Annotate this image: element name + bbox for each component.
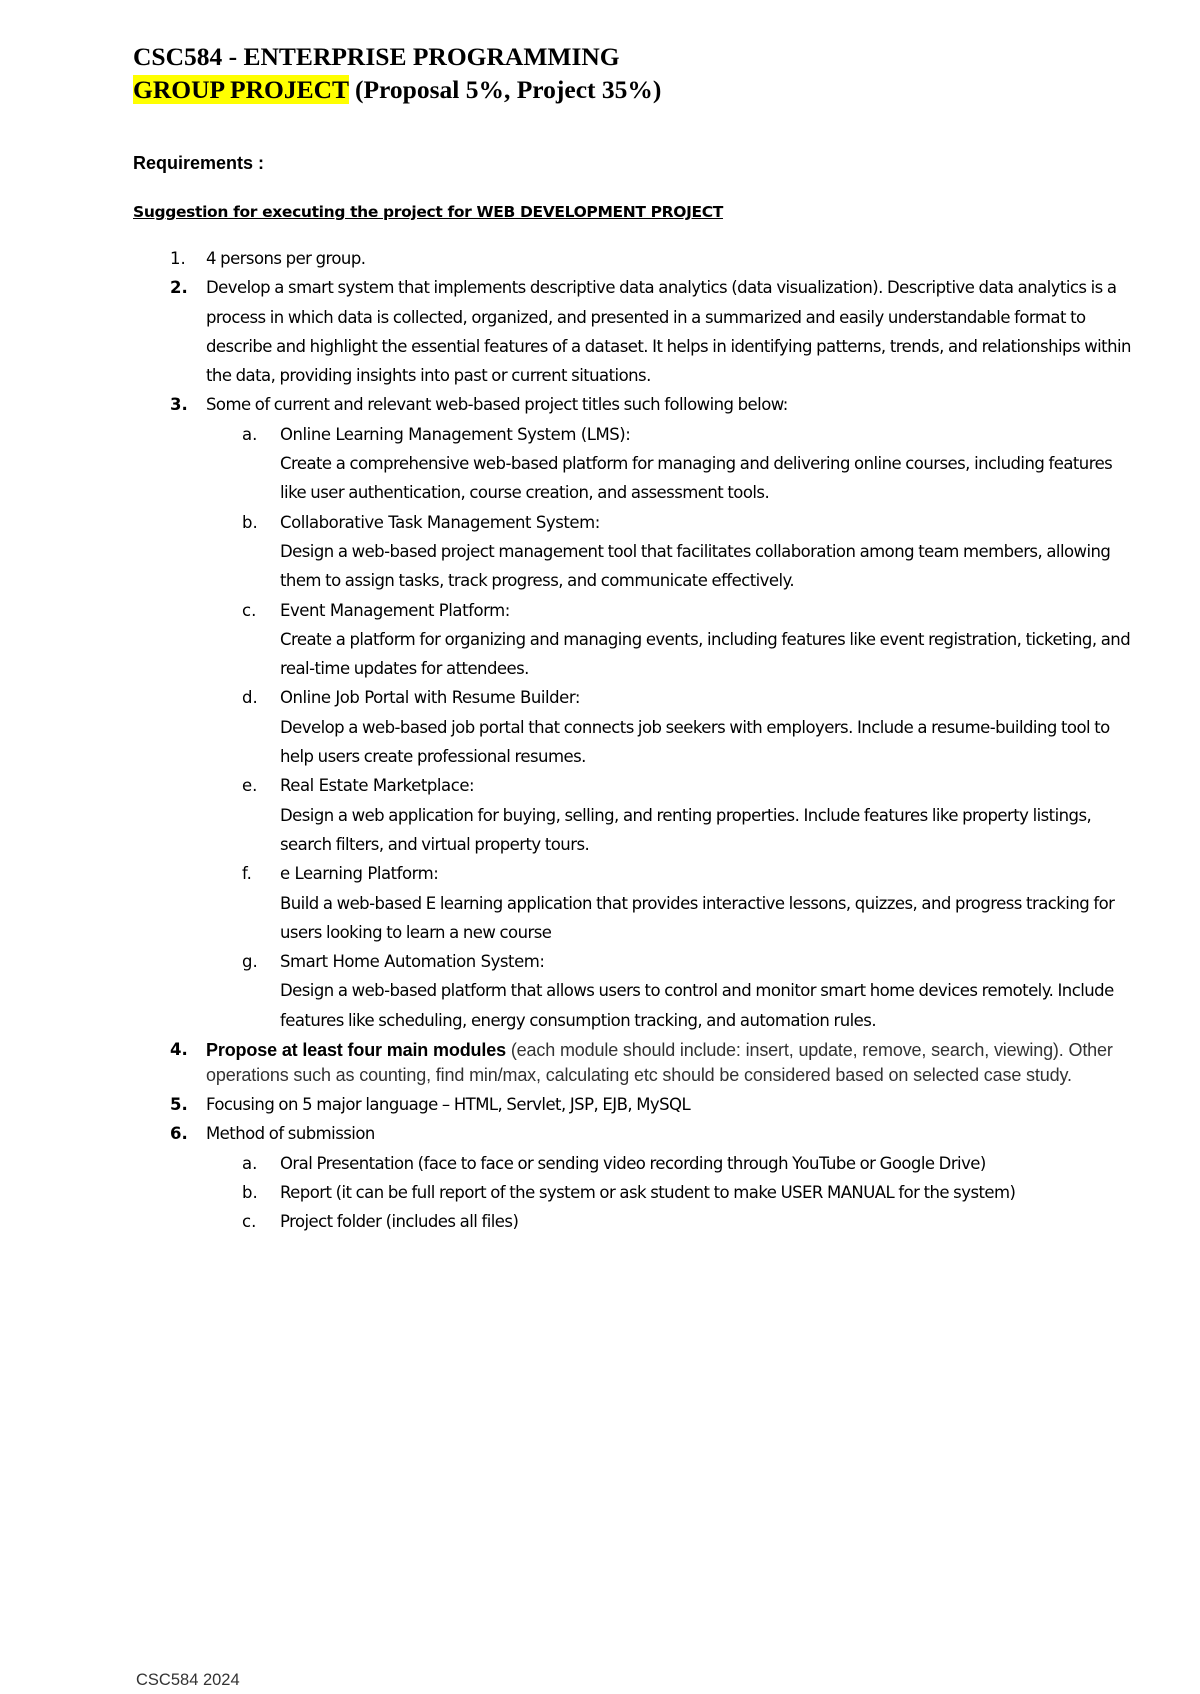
submission-method-item — [206, 1178, 1140, 1207]
project-title-item — [206, 771, 1140, 859]
project-title-name: Collaborative Task Management System: — [280, 512, 600, 532]
project-titles-list — [206, 420, 1140, 1035]
item-number: 3. — [170, 395, 188, 415]
project-title-name: Event Management Platform: — [280, 600, 510, 620]
item-letter: g. — [242, 952, 258, 972]
item-number: 1. — [170, 249, 186, 268]
item-bold-text: Propose at least four main modules — [206, 1040, 506, 1061]
item-number: 2. — [170, 278, 188, 298]
item-text — [206, 1035, 1140, 1090]
group-project-highlight: GROUP PROJECT — [133, 75, 349, 104]
project-title-description: Create a comprehensive web-based platform for managing and delivering online courses, including features like user authentication, course creation, and assessment tools. — [280, 454, 1113, 503]
list-item — [0, 390, 1200, 1035]
project-title-description: Design a web application for buying, selling, and renting properties. Include features like property listings, search filters, and virtual property tours. — [280, 805, 1092, 854]
project-title-description: Develop a web-based job portal that connects job seekers with employers. Include a resume-building tool to help users create professional resumes. — [280, 717, 1110, 767]
page-footer: CSC584 2024 — [136, 1671, 240, 1689]
project-title-description: Build a web-based E learning application that provides interactive lessons, quizzes, and progress tracking for users looking to learn a new course — [280, 893, 1115, 942]
item-text: Some of current and relevant web-based project titles such following below: — [206, 395, 788, 415]
requirements-heading: Requirements : — [133, 153, 265, 173]
list-item — [0, 1090, 1200, 1119]
submission-method-item — [206, 1207, 1140, 1236]
requirements-list — [0, 244, 1200, 1237]
course-title: CSC584 - ENTERPRISE PROGRAMMING — [133, 42, 620, 71]
item-letter: b. — [242, 1182, 258, 1202]
item-text: 4 persons per group. — [206, 249, 366, 268]
project-title-description: Design a web-based project management tool that facilitates collaboration among team members, allowing them to assign tasks, track progress, and communicate effectively. — [280, 541, 1111, 591]
submission-method-item — [206, 1149, 1140, 1178]
item-letter: e. — [242, 776, 258, 796]
project-title — [133, 75, 661, 105]
project-title-item — [206, 508, 1140, 596]
item-letter: f. — [242, 864, 252, 884]
item-number: 5. — [170, 1095, 188, 1115]
project-title-item — [206, 683, 1140, 771]
project-title-name: Online Job Portal with Resume Builder: — [280, 688, 580, 708]
list-item — [0, 244, 1200, 273]
project-title-name: Real Estate Marketplace: — [280, 776, 475, 796]
project-title-item — [206, 947, 1140, 1035]
submission-method-text: Report (it can be full report of the system or ask student to make USER MANUAL for the system) — [280, 1182, 1016, 1202]
weighting-text: (Proposal 5%, Project 35%) — [354, 75, 662, 104]
item-number: 4. — [170, 1040, 188, 1060]
submission-methods-list — [206, 1149, 1140, 1237]
project-title-name: Smart Home Automation System: — [280, 952, 545, 972]
submission-method-text: Oral Presentation (face to face or sending video recording through YouTube or Google Drive) — [280, 1153, 986, 1173]
project-title-name: Online Learning Management System (LMS): — [280, 424, 631, 444]
suggestion-heading: Suggestion for executing the project for WEB DEVELOPMENT PROJECT — [133, 203, 723, 221]
item-letter: c. — [242, 600, 257, 620]
item-letter: d. — [242, 688, 258, 708]
item-letter: a. — [242, 1153, 258, 1173]
item-text: Method of submission — [206, 1124, 375, 1144]
item-text: Develop a smart system that implements descriptive data analytics (data visualization). Descriptive data analytics is a process in which data is collected, organized, and presented in a summarized and easily understandable format to describe and highlight the essential features of a dataset. It helps in identifying patterns, trends, and relationships within the data, providing insights into past or current situations. — [206, 278, 1131, 386]
item-letter: c. — [242, 1212, 257, 1232]
project-title-item — [206, 420, 1140, 508]
project-title-description: Create a platform for organizing and managing events, including features like event registration, ticketing, and real-time updates for attendees. — [280, 629, 1131, 679]
submission-method-text: Project folder (includes all files) — [280, 1212, 519, 1232]
item-rest-text: (each module should include: insert, update, remove, search, viewing). Other operations such as counting, find min/max, calculating etc should be considered based on selected case study. — [206, 1040, 1113, 1085]
project-title-description: Design a web-based platform that allows users to control and monitor smart home devices remotely. Include features like scheduling, energy consumption tracking, and automation rules. — [280, 981, 1114, 1030]
list-item — [0, 1119, 1200, 1236]
project-title-item — [206, 859, 1140, 947]
item-letter: a. — [242, 424, 258, 444]
project-title-item — [206, 596, 1140, 684]
item-letter: b. — [242, 512, 258, 532]
project-title-name: e Learning Platform: — [280, 864, 439, 884]
list-item — [0, 1035, 1200, 1090]
item-number: 6. — [170, 1124, 188, 1144]
list-item — [0, 273, 1200, 390]
item-text: Focusing on 5 major language – HTML, Servlet, JSP, EJB, MySQL — [206, 1095, 691, 1115]
